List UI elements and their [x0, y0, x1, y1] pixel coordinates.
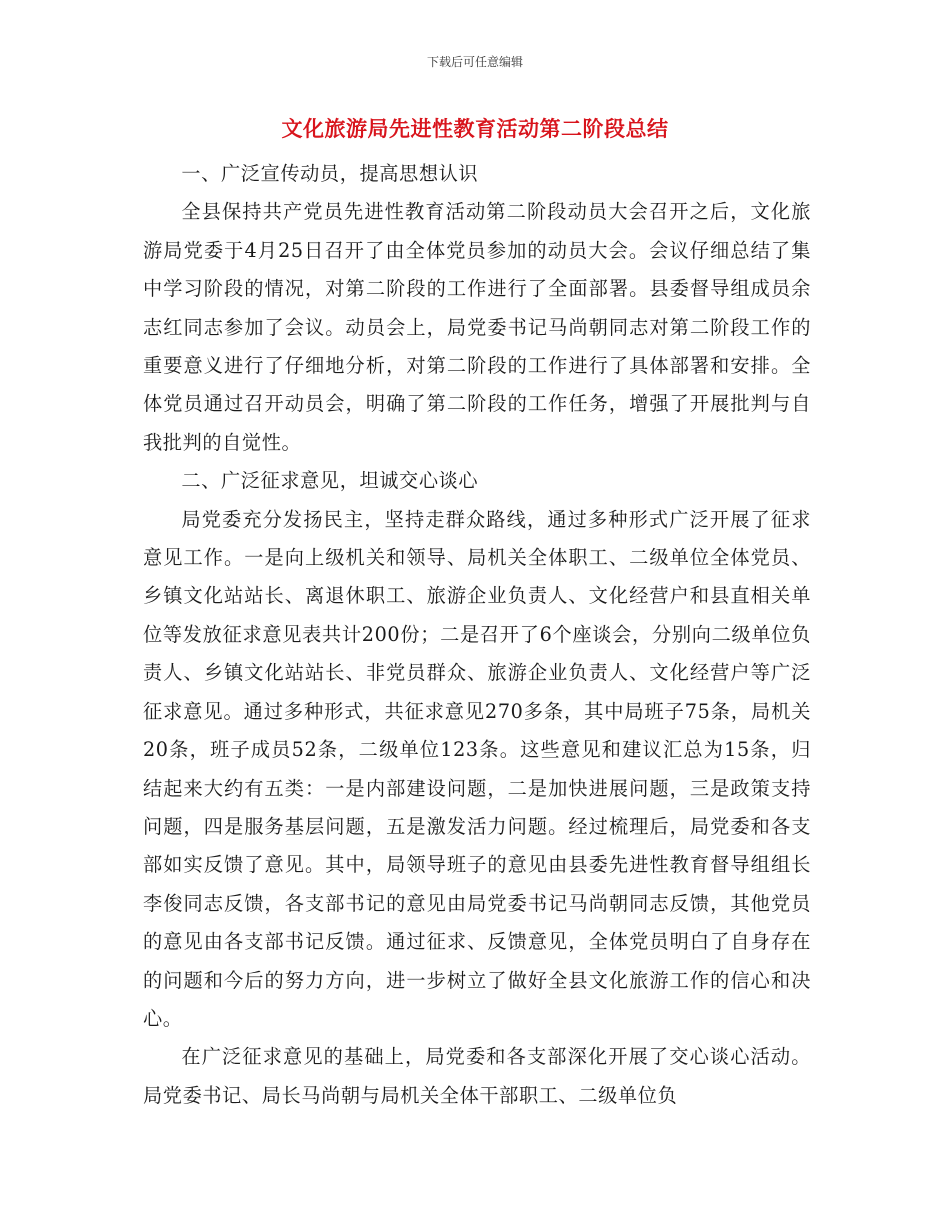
document-body [143, 155, 811, 1115]
section-heading: 二、广泛征求意见，坦诚交心谈心 [181, 469, 479, 493]
paragraph: 局党委充分发扬民主，坚持走群众路线，通过多种形式广泛开展了征求意见工作。一是向上级机关和领导、局机关全体职工、二级单位全体党员、乡镇文化站站长、离退休职工、旅游企业负责人、文化经营户和县直相关单位等发放征求意见表共计200份；二是召开了6个座谈会，分别向二级单位负责人、乡镇文化站站长、非党员群众、旅游企业负责人、文化经营户等广泛征求意见。通过多种形式，共征求意见270多条，其中局班子75条，局机关20条，班子成员52条，二级单位123条。这些意见和建议汇总为15条，归结起来大约有五类：一是内部建设问题，二是加快进展问题，三是政策支持问题，四是服务基层问题，五是激发活力问题。经过梳理后，局党委和各支部如实反馈了意见。其中，局领导班子的意见由县委先进性教育督导组组长李俊同志反馈，各支部书记的意见由局党委书记马尚朝同志反馈，其他党员的意见由各支部书记反馈。通过征求、反馈意见，全体党员明白了自身存在的问题和今后的努力方向，进一步树立了做好全县文化旅游工作的信心和决心。 [143, 507, 811, 1030]
paragraph: 在广泛征求意见的基础上，局党委和各支部深化开展了交心谈心活动。局党委书记、局长马尚朝与局机关全体干部职工、二级单位负 [143, 1045, 811, 1107]
section-heading: 一、广泛宣传动员，提高思想认识 [181, 162, 479, 185]
header-note: 下载后可任意编辑 [426, 55, 523, 69]
document-title: 文化旅游局先进性教育活动第二阶段总结 [281, 117, 669, 141]
paragraph: 全县保持共产党员先进性教育活动第二阶段动员大会召开之后，文化旅游局党委于4月25日召开了由全体党员参加的动员大会。会议仔细总结了集中学习阶段的情况，对第二阶段的工作进行了全面部署。县委督导组成员余志红同志参加了会议。动员会上，局党委书记马尚朝同志对第二阶段工作的重要意义进行了仔细地分析，对第二阶段的工作进行了具体部署和安排。全体党员通过召开动员会，明确了第二阶段的工作任务，增强了开展批判与自我批判的自觉性。 [143, 200, 811, 454]
